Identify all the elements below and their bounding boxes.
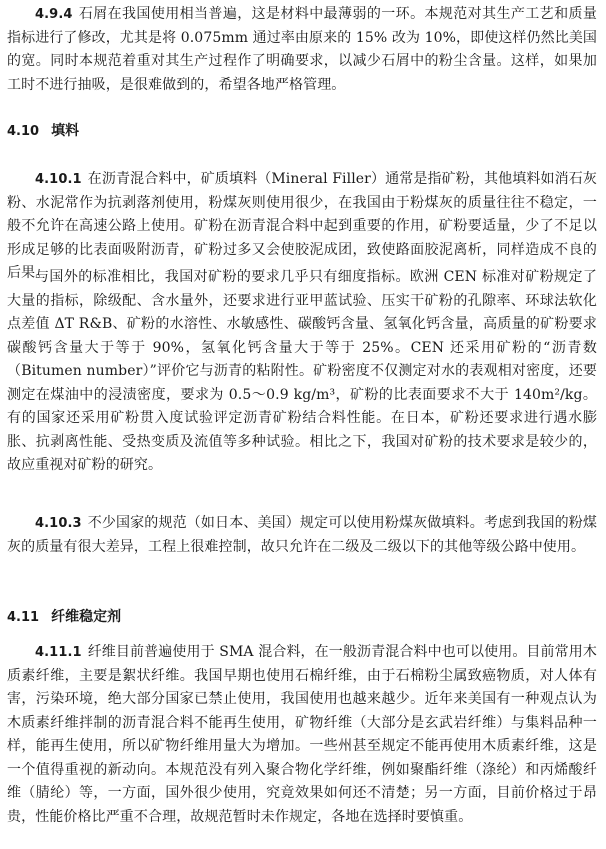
section-heading-4-10 [7, 121, 79, 142]
clause-number: 4.10.1 [35, 172, 82, 187]
clause-number: 4.9.4 [35, 7, 73, 22]
section-number: 4.11 [7, 610, 40, 625]
section-heading-4-11 [7, 607, 121, 628]
section-number: 4.10 [7, 124, 40, 139]
clause-number: 4.10.3 [35, 516, 82, 531]
clause-4-10-3 [7, 512, 597, 559]
clause-text: 在沥青混合料中，矿质填料（Mineral Filler）通常是指矿粉，其他填料如消石灰粉、水泥常作为抗剥落剂使用，粉煤灰则使用很少，在我国由于粉煤灰的质量往往不稳定，一般不允许在高速公路上使用。矿粉在沥青混合料中起到重要的作用，矿粉要适量，少了不足以形成足够的比表面吸附沥青，矿粉过多又会使胶泥成团，致使路面胶泥离析，同样造成不良的后果。 [7, 171, 597, 281]
clause-text: 纤维目前普遍使用于 SMA 混合料，在一般沥青混合料中也可以使用。目前常用木质素纤维，主要是絮状纤维。我国早期也使用石棉纤维，由于石棉粉尘属致癌物质，对人体有害，污染环境，绝大部分国家已禁止使用，我国使用也越来越少。近年来美国有一种观点认为木质素纤维拌制的沥青混合料不能再生使用，矿物纤维（大部分是玄武岩纤维）与集料品种一样，能再生使用，所以矿物纤维用量大为增加。一些州甚至规定不能再使用木质素纤维，这是一个值得重视的新动向。本规范没有列入聚合物化学纤维，例如聚酯纤维（涤纶）和丙烯酸纤维（腈纶）等，一方面，国外很少使用，究竟效果如何还不清楚；另一方面，目前价格过于昂贵，性能价格比严重不合理，故规范暂时未作规定，各地在选择时要慎重。 [7, 644, 597, 825]
section-title: 纤维稳定剂 [51, 609, 122, 625]
clause-text: 石屑在我国使用相当普遍，这是材料中最薄弱的一环。本规范对其生产工艺和质量指标进行了修改，尤其是将 0.075mm 通过率由原来的 15% 改为 10%，即使这样仍然比美国的宽。同时本规范着重对其生产过程作了明确要求，以减少石屑中的粉尘含量。这样，如果加工时不进行抽吸，是很难做到的，希望各地严格管理。 [7, 6, 598, 93]
section-title: 填料 [51, 123, 80, 139]
clause-4-9-4 [7, 3, 597, 97]
clause-4-11-1 [7, 641, 597, 829]
clause-4-10-1-paragraph-2 [7, 266, 597, 478]
clause-text: 不少国家的规范（如日本、美国）规定可以使用粉煤灰做填料。考虑到我国的粉煤灰的质量有很大差异，工程上很难控制，故只允许在二级及二级以下的其他等级公路中使用。 [7, 515, 597, 555]
clause-number: 4.11.1 [35, 645, 82, 660]
clause-text: 与国外的标准相比，我国对矿粉的要求几乎只有细度指标。欧洲 CEN 标准对矿粉规定了大量的指标，除级配、含水量外，还要求进行亚甲蓝试验、压实干矿粉的孔隙率、环球法软化点差值 ΔT R&B、矿粉的水溶性、水敏感性、碳酸钙含量、氢氧化钙含量，高质量的矿粉要求碳酸钙含量大于等于 90%，氢氧化钙含量大于等于 25%。CEN 还采用矿粉的“沥青数（Bitumen number）”评价它与沥青的粘附性。矿粉密度不仅测定对水的表观相对密度，还要测定在煤油中的浸渍密度，要求为 0.5～0.9 kg/m³，矿粉的比表面要求不大于 140m²/kg。有的国家还采用矿粉贯入度试验评定沥青矿粉结合料性能。在日本，矿粉还要求进行遇水膨胀、抗剥离性能、受热变质及流值等多种试验。相比之下，我国对矿粉的技术要求是较少的，故应重视对矿粉的研究。 [7, 269, 597, 473]
